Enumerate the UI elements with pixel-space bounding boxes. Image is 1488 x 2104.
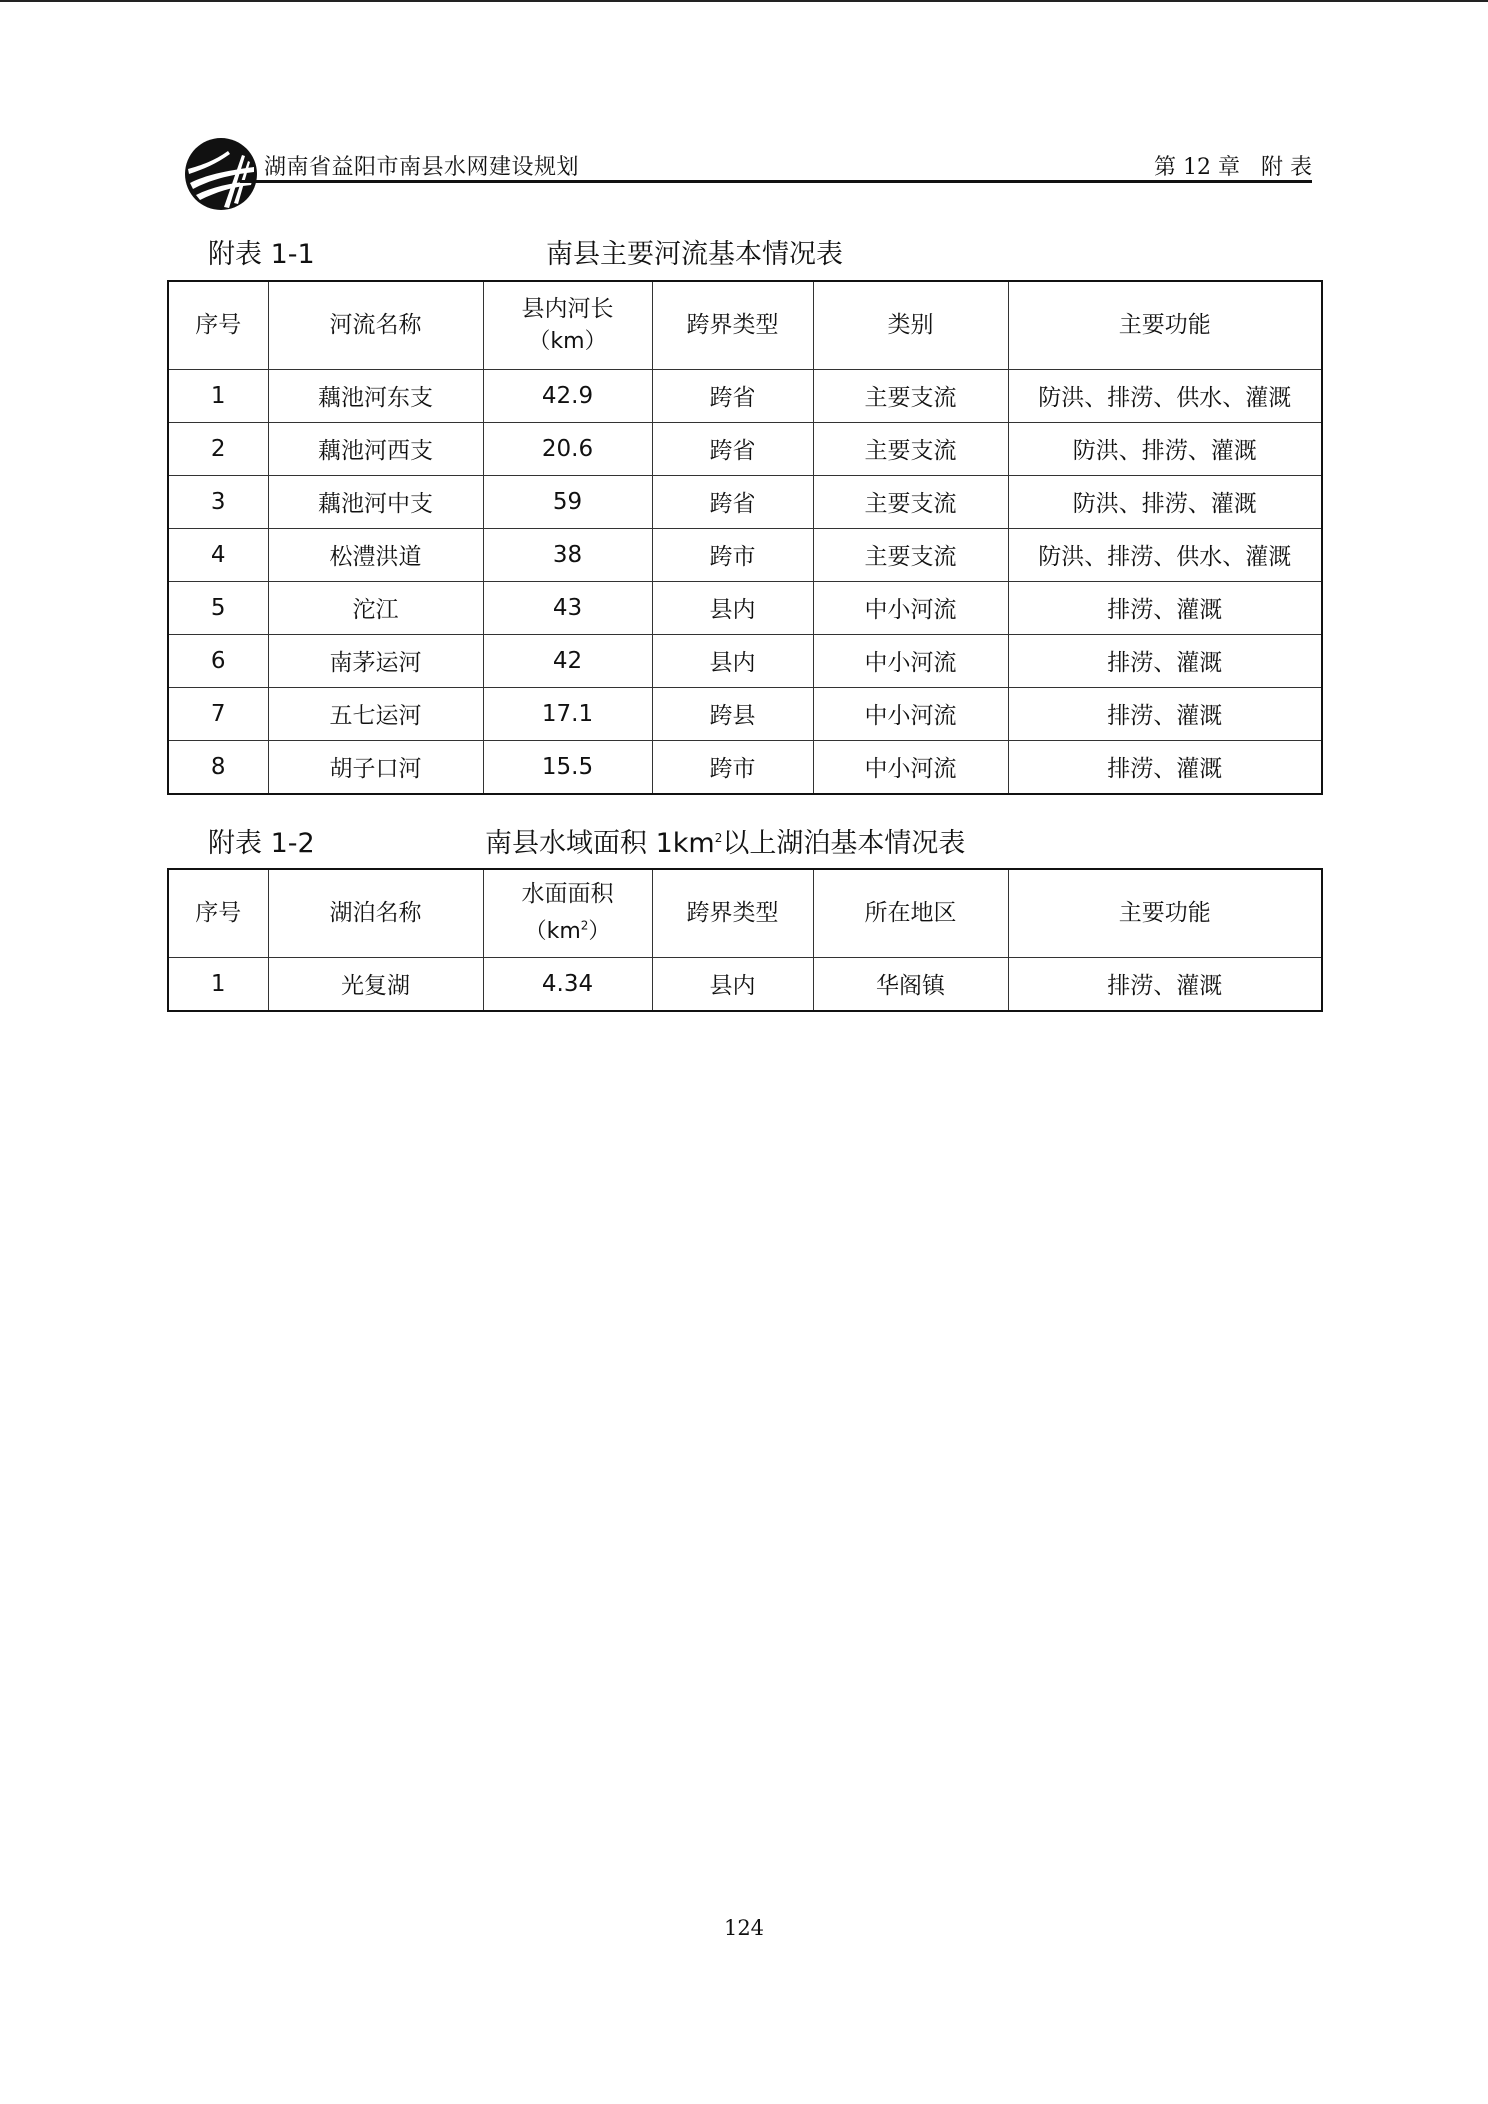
unit-superscript: 2	[580, 919, 589, 934]
table1-caption-number: 附表 1-1	[208, 239, 315, 270]
column-header: 序号	[168, 281, 268, 369]
table2-caption-title-rest: 以上湖泊基本情况表	[722, 828, 966, 859]
cell-functions: 排涝、灌溉	[1008, 740, 1322, 794]
column-header: 跨界类型	[652, 869, 813, 957]
rivers-table	[167, 280, 1323, 795]
table-row	[168, 369, 1322, 422]
column-header	[483, 869, 652, 957]
cell-length: 15.5	[483, 740, 652, 794]
cell-cross-type: 跨市	[652, 528, 813, 581]
cell-category: 主要支流	[813, 528, 1008, 581]
table2-caption-title	[485, 821, 965, 860]
column-header: 跨界类型	[652, 281, 813, 369]
column-header: 类别	[813, 281, 1008, 369]
unit-open: （km	[524, 919, 581, 945]
cell-length: 17.1	[483, 687, 652, 740]
column-header	[483, 281, 652, 369]
table-row	[168, 475, 1322, 528]
cell-length: 59	[483, 475, 652, 528]
cell-index: 3	[168, 475, 268, 528]
table-row	[168, 581, 1322, 634]
cell-cross-type: 跨市	[652, 740, 813, 794]
cell-index: 4	[168, 528, 268, 581]
cell-river-name: 五七运河	[268, 687, 483, 740]
cell-length: 42.9	[483, 369, 652, 422]
cell-index: 7	[168, 687, 268, 740]
table1-caption-title: 南县主要河流基本情况表	[546, 239, 843, 270]
table-row	[168, 528, 1322, 581]
column-header: 所在地区	[813, 869, 1008, 957]
cell-category: 中小河流	[813, 634, 1008, 687]
cell-index: 2	[168, 422, 268, 475]
cell-functions: 防洪、排涝、灌溉	[1008, 422, 1322, 475]
table-header-row	[168, 281, 1322, 369]
cell-functions: 防洪、排涝、供水、灌溉	[1008, 528, 1322, 581]
cell-cross-type: 跨省	[652, 369, 813, 422]
table-row	[168, 634, 1322, 687]
table-row	[168, 422, 1322, 475]
cell-cross-type: 跨省	[652, 422, 813, 475]
column-header-unit: （km）	[528, 328, 607, 354]
column-header: 主要功能	[1008, 869, 1322, 957]
cell-functions: 防洪、排涝、灌溉	[1008, 475, 1322, 528]
page-top-border	[0, 0, 1488, 2]
column-header: 主要功能	[1008, 281, 1322, 369]
cell-index: 1	[168, 957, 268, 1011]
table2-caption-number: 附表 1-2	[208, 828, 315, 859]
cell-index: 6	[168, 634, 268, 687]
cell-functions: 排涝、灌溉	[1008, 687, 1322, 740]
column-header: 序号	[168, 869, 268, 957]
cell-functions: 排涝、灌溉	[1008, 957, 1322, 1011]
cell-lake-name: 光复湖	[268, 957, 483, 1011]
cell-index: 1	[168, 369, 268, 422]
column-header-unit	[525, 919, 611, 944]
column-header: 河流名称	[268, 281, 483, 369]
cell-category: 中小河流	[813, 740, 1008, 794]
chapter-label: 第 12 章 附 表	[1154, 155, 1312, 180]
cell-length: 43	[483, 581, 652, 634]
cell-cross-type: 县内	[652, 957, 813, 1011]
cell-river-name: 南茅运河	[268, 634, 483, 687]
table-row	[168, 740, 1322, 794]
cell-area: 4.34	[483, 957, 652, 1011]
cell-location: 华阁镇	[813, 957, 1008, 1011]
cell-cross-type: 县内	[652, 634, 813, 687]
unit-close: ）	[588, 919, 611, 945]
cell-category: 主要支流	[813, 369, 1008, 422]
cell-category: 主要支流	[813, 475, 1008, 528]
waterway-logo-icon	[184, 137, 258, 211]
cell-index: 8	[168, 740, 268, 794]
cell-functions: 排涝、灌溉	[1008, 581, 1322, 634]
cell-cross-type: 跨县	[652, 687, 813, 740]
table2-caption-title-main: 南县水域面积 1km	[485, 828, 715, 859]
column-header: 湖泊名称	[268, 869, 483, 957]
cell-river-name: 藕池河东支	[268, 369, 483, 422]
column-header-line: 水面面积	[521, 881, 614, 908]
cell-category: 中小河流	[813, 687, 1008, 740]
cell-cross-type: 县内	[652, 581, 813, 634]
table-header-row	[168, 869, 1322, 957]
column-header-line: 县内河长	[521, 295, 614, 322]
table-row	[168, 687, 1322, 740]
document-header-title: 湖南省益阳市南县水网建设规划	[264, 155, 580, 180]
page-number: 124	[723, 1916, 765, 1940]
cell-length: 42	[483, 634, 652, 687]
table2-caption-title-superscript: 2	[714, 831, 723, 845]
cell-cross-type: 跨省	[652, 475, 813, 528]
header-rule	[240, 180, 1312, 183]
lakes-table	[167, 868, 1323, 1012]
cell-river-name: 胡子口河	[268, 740, 483, 794]
cell-functions: 防洪、排涝、供水、灌溉	[1008, 369, 1322, 422]
cell-river-name: 藕池河西支	[268, 422, 483, 475]
cell-river-name: 松澧洪道	[268, 528, 483, 581]
cell-river-name: 沱江	[268, 581, 483, 634]
cell-category: 主要支流	[813, 422, 1008, 475]
cell-category: 中小河流	[813, 581, 1008, 634]
cell-length: 38	[483, 528, 652, 581]
cell-functions: 排涝、灌溉	[1008, 634, 1322, 687]
table-row	[168, 957, 1322, 1011]
cell-length: 20.6	[483, 422, 652, 475]
cell-river-name: 藕池河中支	[268, 475, 483, 528]
cell-index: 5	[168, 581, 268, 634]
